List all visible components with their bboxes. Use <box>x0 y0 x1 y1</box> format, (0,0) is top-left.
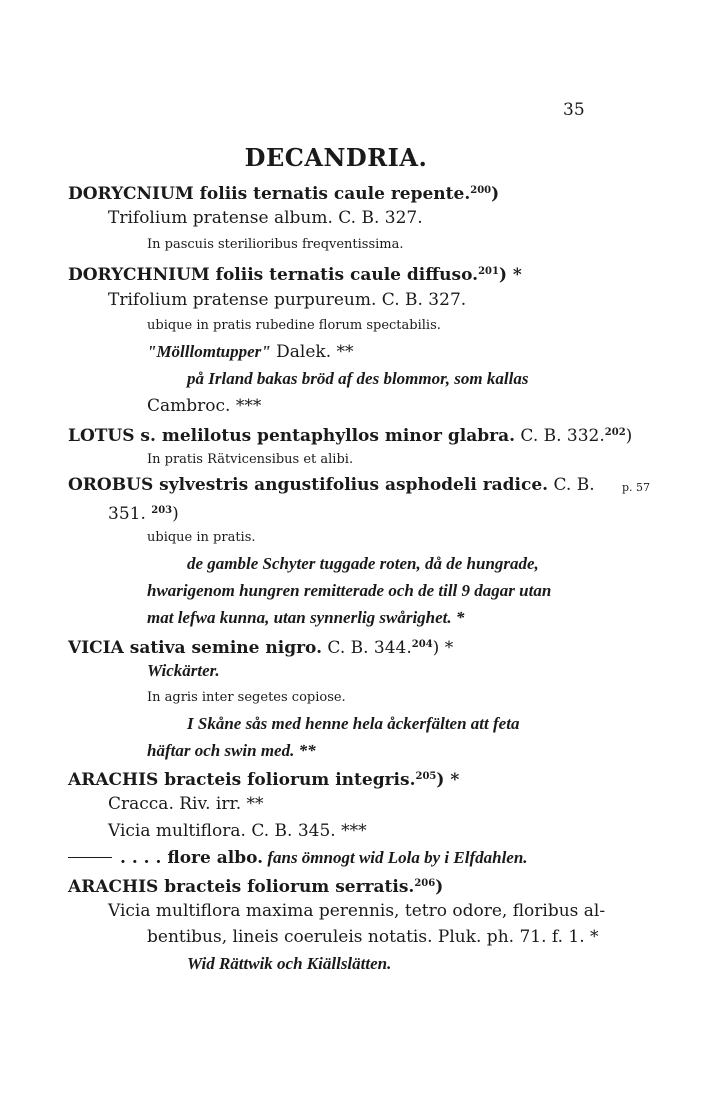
genus-name: ARACHIS <box>68 770 159 790</box>
entry-suffix: ) <box>625 426 633 446</box>
entry-description: foliis ternatis caule diffuso. <box>209 265 479 285</box>
entry-dorycnium <box>68 181 499 204</box>
note-line: Cambroc. *** <box>147 396 262 416</box>
ditto-dash <box>68 857 112 858</box>
footnote-ref: 202 <box>604 427 626 438</box>
vernacular-line: Wickärter. <box>147 661 220 680</box>
margin-page-reference: p. 57 <box>622 481 651 494</box>
vernacular-name: "Mölllomtupper" <box>147 342 271 361</box>
vernacular-line <box>147 342 354 362</box>
genus-name: LOTUS <box>68 426 135 446</box>
variety-locality: fans ömnogt wid Lola by i Elfdahlen. <box>263 848 528 867</box>
ditto-dots: . . . . <box>120 848 162 868</box>
entry-suffix: ) <box>491 184 500 204</box>
entry-description: bracteis foliorum integris. <box>158 770 416 790</box>
synonym-line: Cracca. Riv. irr. ** <box>108 794 264 814</box>
synonym-line: Vicia multiflora. C. B. 345. *** <box>108 821 367 841</box>
entry-vicia <box>68 635 453 658</box>
entry-description: sativa semine nigro. <box>123 638 323 658</box>
entry-description: sylvestris angustifolius asphodeli radice. <box>153 475 549 495</box>
synonym-line: Trifolium pratense purpureum. C. B. 327. <box>108 290 467 310</box>
genus-name: DORYCHNIUM <box>68 265 210 285</box>
note-line: häftar och swin med. ** <box>147 741 316 760</box>
genus-name: OROBUS <box>68 475 154 495</box>
entry-reference: 351. <box>108 504 146 524</box>
entry-description: bracteis foliorum serratis. <box>158 877 415 897</box>
note-line: hwarigenom hungren remitterade och de till 9 dagar utan <box>147 581 552 600</box>
entry-description: s. melilotus pentaphyllos minor glabra. <box>134 426 516 446</box>
entry-continuation <box>108 501 179 524</box>
entry-description: foliis ternatis caule repente. <box>193 184 471 204</box>
entry-reference: C. B. 344. <box>322 638 412 658</box>
entry-reference: C. B. 332. <box>515 426 605 446</box>
habitat-line: ubique in pratis rubedine florum spectabilis. <box>147 318 441 333</box>
locality-line: Wid Rättwik och Kiällslätten. <box>187 954 392 973</box>
synonym-line: Trifolium pratense album. C. B. 327. <box>108 208 423 228</box>
entry-reference: C. B. <box>548 475 595 495</box>
entry-orobus <box>68 475 595 495</box>
footnote-ref: 200 <box>470 185 492 196</box>
entry-arachis-serratis <box>68 874 443 897</box>
variety-description: flore albo. <box>161 848 264 868</box>
genus-name: DORYCNIUM <box>68 184 194 204</box>
note-line: I Skåne sås med henne hela åckerfälten att feta <box>187 714 520 733</box>
footnote-ref: 205 <box>415 771 437 782</box>
entry-dorychnium <box>68 262 522 285</box>
synonym-line: bentibus, lineis coeruleis notatis. Pluk. ph. 71. f. 1. * <box>147 927 599 947</box>
habitat-line: ubique in pratis. <box>147 530 256 545</box>
note-line: mat lefwa kunna, utan synnerlig swårighet. * <box>147 608 465 627</box>
footnote-ref: 203 <box>151 505 173 516</box>
entry-suffix: ) <box>435 877 444 897</box>
note-line: på Irland bakas bröd af des blommor, som kallas <box>187 369 529 388</box>
footnote-ref: 201 <box>478 266 499 277</box>
genus-name: ARACHIS <box>68 877 159 897</box>
variety-line <box>68 848 528 868</box>
entry-arachis-integris <box>68 767 459 790</box>
entry-suffix: ) * <box>432 638 454 658</box>
entry-suffix: ) * <box>498 265 522 285</box>
habitat-line: In pascuis sterilioribus freqventissima. <box>147 237 404 252</box>
genus-name: VICIA <box>68 638 124 658</box>
footnote-ref: 204 <box>411 639 433 650</box>
entry-suffix: ) * <box>436 770 460 790</box>
synonym-line: Vicia multiflora maxima perennis, tetro odore, floribus al- <box>108 901 606 921</box>
habitat-line: In pratis Rätvicensibus et alibi. <box>147 452 354 467</box>
page-number: 35 <box>563 100 585 120</box>
section-heading: DECANDRIA. <box>244 143 428 172</box>
footnote-ref: 206 <box>414 878 436 889</box>
habitat-line: In agris inter segetes copiose. <box>147 690 346 705</box>
entry-suffix: ) <box>172 504 179 524</box>
vernacular-source: Dalek. ** <box>270 342 354 362</box>
note-line: de gamble Schyter tuggade roten, då de hungrade, <box>187 554 539 573</box>
entry-lotus <box>68 423 632 446</box>
